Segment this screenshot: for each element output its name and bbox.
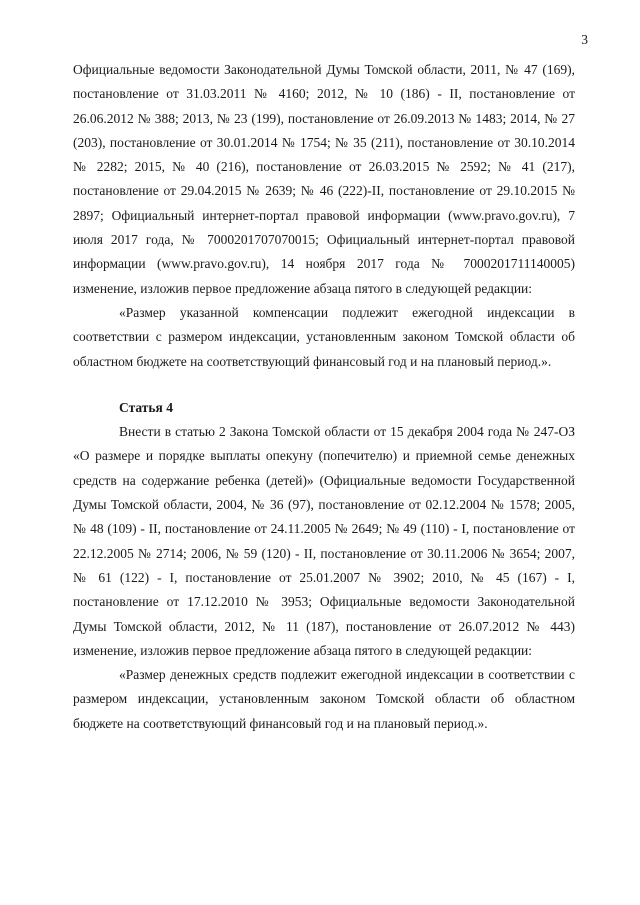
paragraph-article-4: Внести в статью 2 Закона Томской области от 15 декабря 2004 года № 247-ОЗ «О размере и порядке выплаты опекуну (попечителю) и приемной семье денежных средств на содержание ребенка (детей)» (Официальные ведомости Государственной Думы Томской области, 2004, № 36 (97), постановление от 02.12.2004 № 1578; 2005, № 48 (109) - II, постановление от 24.11.2005 № 2649; № 49 (110) - I, постановление от 22.12.2005 № 2714; 2006, № 59 (120) - II, постановление от 30.11.2006 № 3654; 2007, № 61 (122) - I, постановление от 25.01.2007 № 3902; 2010, № 45 (167) - I, постановление от 17.12.2010 № 3953; Официальные ведомости Законодательной Думы Томской области, 2012, № 11 (187), постановление от 26.07.2012 № 443) изменение, изложив первое предложение абзаца пятого в следующей редакции:: [73, 424, 575, 658]
paragraph-quote-funds: «Размер денежных средств подлежит ежегодной индексации в соответствии с размером индексации, установленным законом Томской области об областном бюджете на соответствующий финансовый год и на плановый период.».: [73, 667, 575, 731]
paragraph-quote-compensation: «Размер указанной компенсации подлежит ежегодной индексации в соответствии с размером индексации, установленным законом Томской области об областном бюджете на соответствующий финансовый год и на плановый период.».: [73, 304, 575, 369]
paragraph-sources: Официальные ведомости Законодательной Думы Томской области, 2011, № 47 (169), постановление от 31.03.2011 № 4160; 2012, № 10 (186) - II, постановление от 26.06.2012 № 388; 2013, № 23 (199), постановление от 26.09.2013 № 1483; 2014, № 27 (203), постановление от 30.01.2014 № 1754; № 35 (211), постановление от 30.10.2014 № 2282; 2015, № 40 (216), постановление от 26.03.2015 № 2592; № 41 (217), постановление от 29.04.2015 № 2639; № 46 (222)-II, постановление от 29.10.2015 № 2897; Официальный интернет-портал правовой информации (www.pravo.gov.ru), 7 июля 2017 года, № 7000201707070015; Официальный интернет-портал правовой информации (www.pravo.gov.ru), 14 ноября 2017 года № 7000201711140005) изменение, изложив первое предложение абзаца пятого в следующей редакции:: [73, 62, 575, 296]
article-heading: Статья 4: [119, 399, 173, 415]
document-body: [73, 58, 575, 736]
page-number: 3: [581, 32, 588, 47]
